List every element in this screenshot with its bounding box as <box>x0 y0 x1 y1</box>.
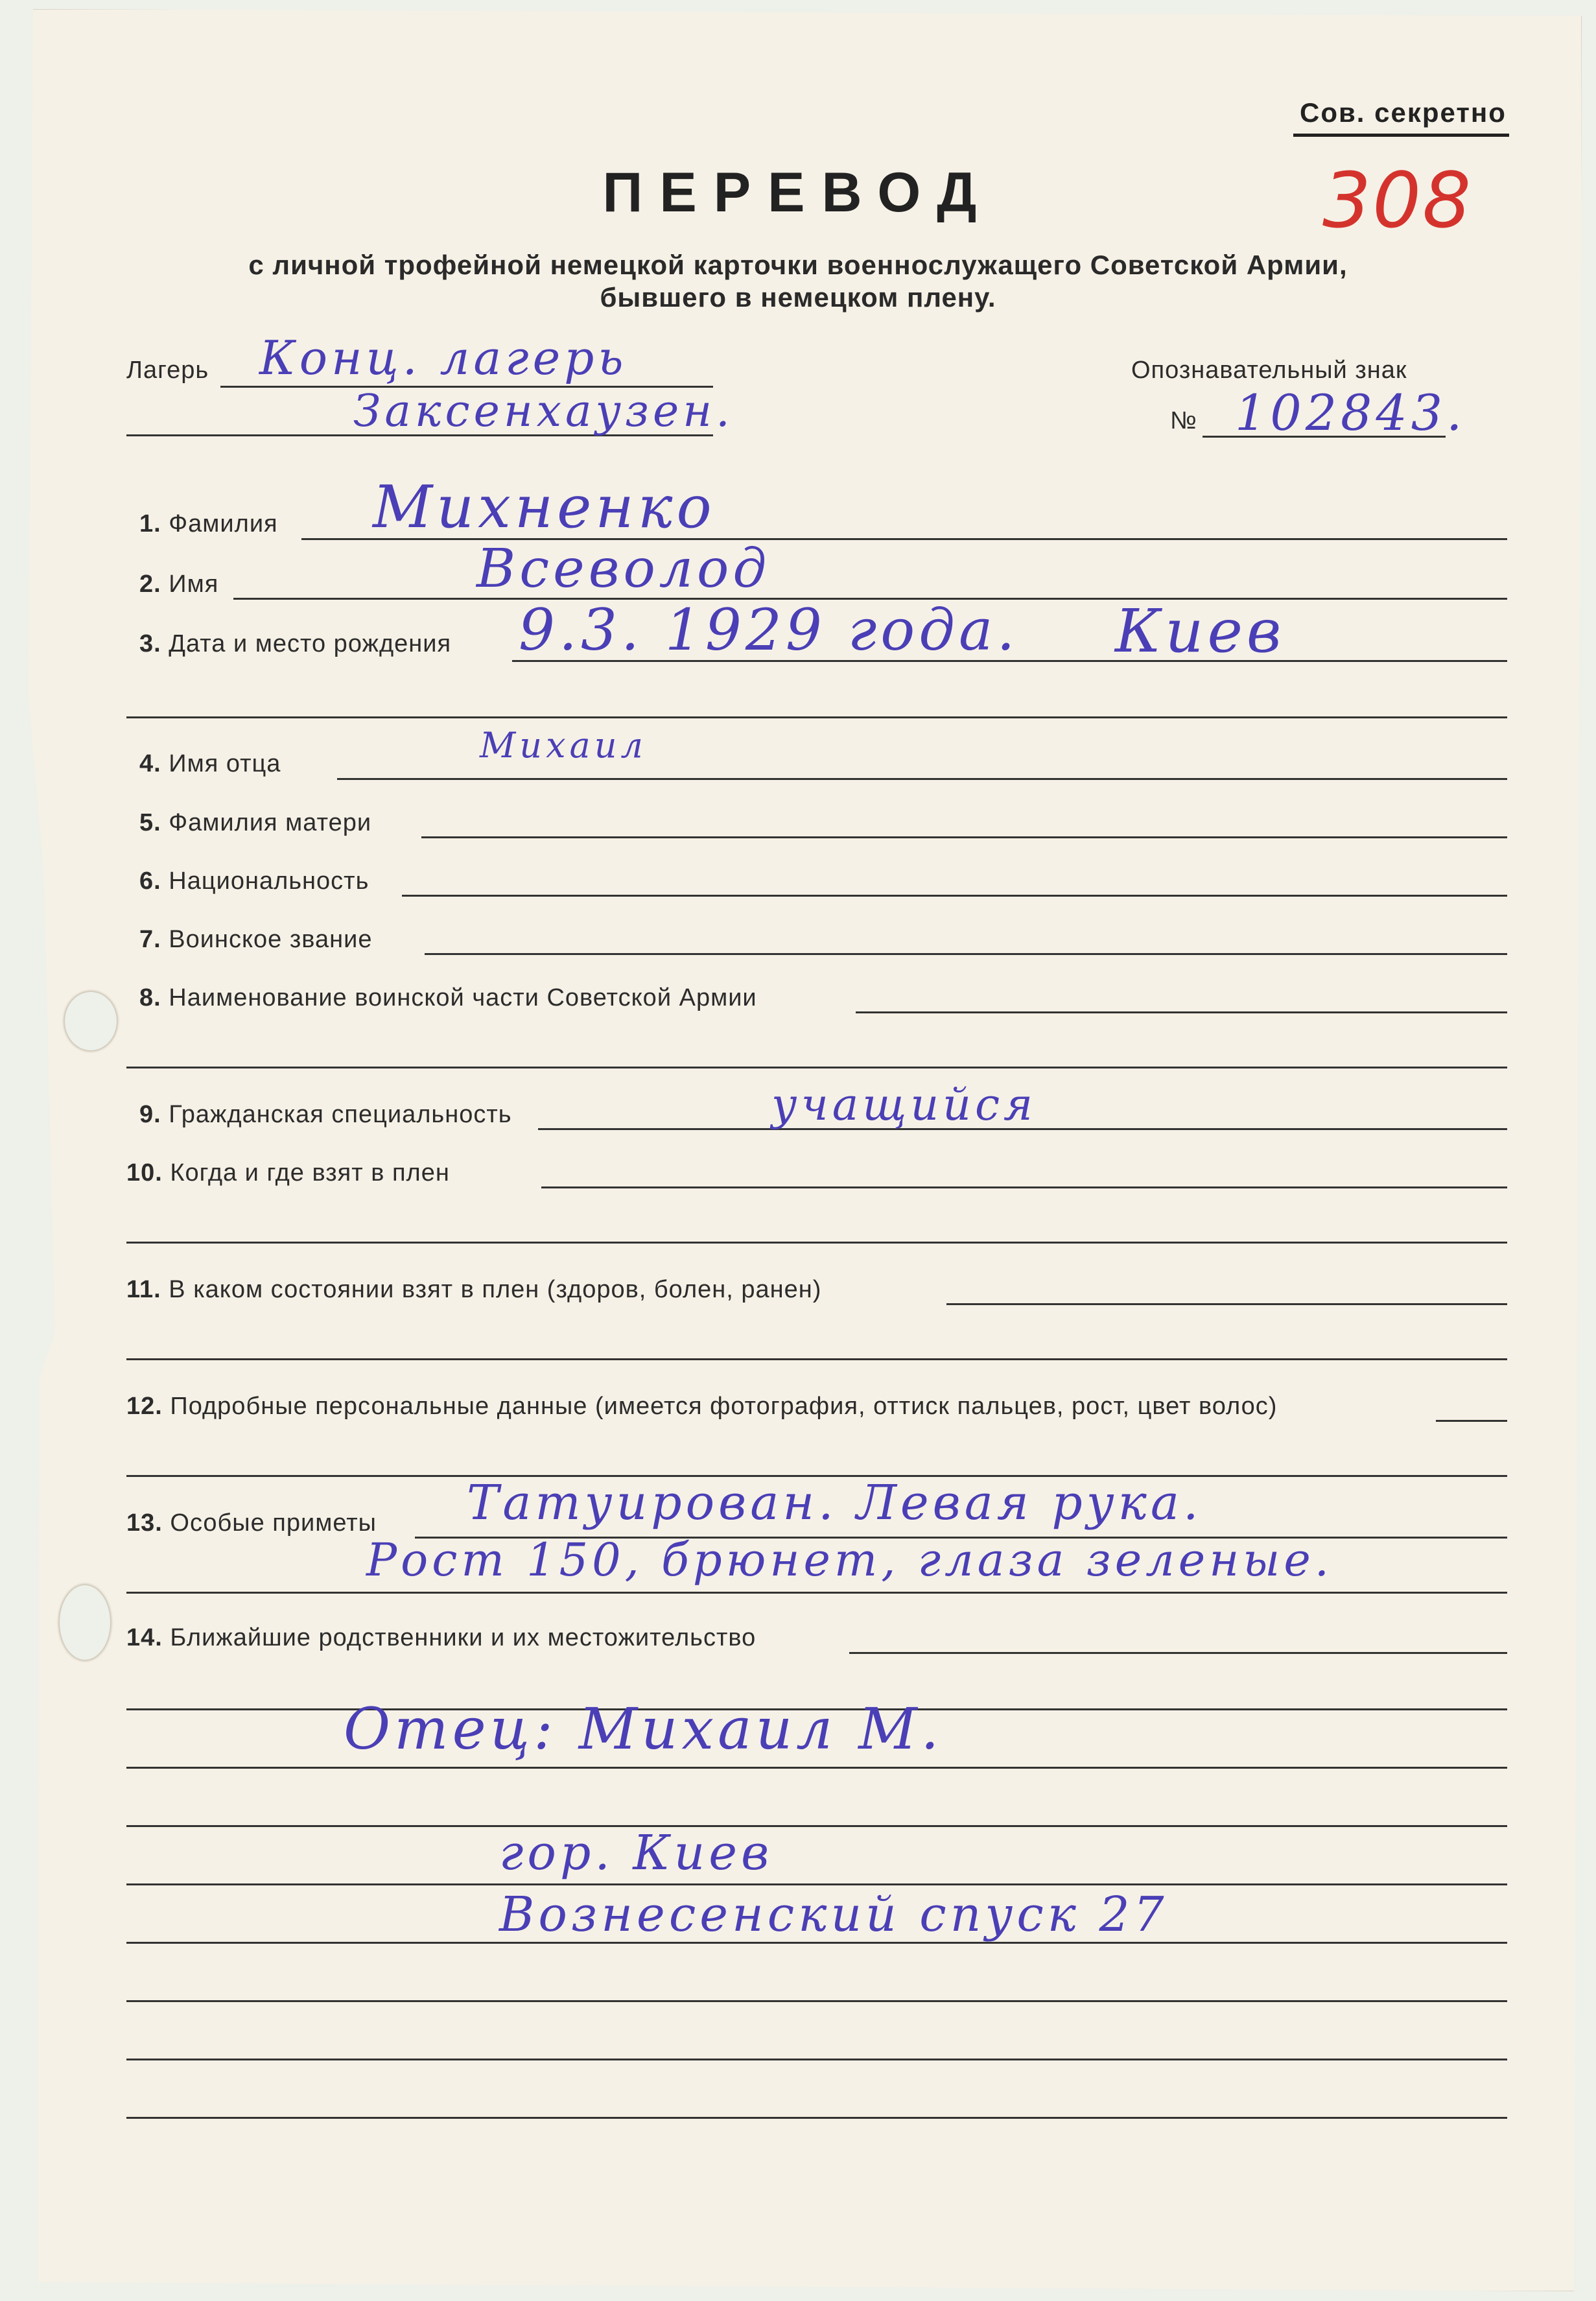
field-4-label: Имя отца <box>169 750 281 777</box>
field-13-number: 13. <box>126 1509 163 1537</box>
document-title: ПЕРЕВОД <box>602 161 994 224</box>
field-7-number: 7. <box>139 926 161 953</box>
field-1-number: 1. <box>139 510 161 537</box>
classification-stamp: Сов. секретно <box>1293 97 1509 137</box>
relatives-rule-8 <box>126 2117 1507 2119</box>
punch-hole-bottom <box>60 1585 110 1660</box>
field-3-label: Дата и место рождения <box>169 630 452 657</box>
field-4-rule <box>337 778 1507 780</box>
field-2-label: Имя <box>169 571 219 598</box>
field-14-rule <box>849 1652 1507 1654</box>
punch-hole-top <box>65 992 117 1050</box>
field-9-value: учащийся <box>771 1080 1037 1131</box>
field-8-rule <box>856 1011 1507 1013</box>
id-mark-label: Опознавательный знак <box>1131 357 1407 384</box>
field-4-value: Михаил <box>480 725 647 766</box>
field-10-number: 10. <box>126 1159 163 1186</box>
relatives-line-2: гор. Киев <box>499 1825 773 1881</box>
relatives-line-1: Отец: Михаил М. <box>344 1695 943 1762</box>
field-5-number: 5. <box>139 809 161 836</box>
relatives-rule-7 <box>126 2059 1507 2060</box>
field-9-number: 9. <box>139 1101 161 1128</box>
field-9-label: Гражданская специальность <box>169 1101 512 1128</box>
camp-value-line-2: Заксенхаузен. <box>353 386 734 437</box>
field-3-number: 3. <box>139 630 161 657</box>
field-11-label: В каком состоянии взят в плен (здоров, болен, ранен) <box>169 1276 822 1303</box>
relatives-line-3: Вознесенский спуск 27 <box>499 1887 1168 1942</box>
field-11-rule-2 <box>126 1358 1507 1360</box>
camp-label: Лагерь <box>126 357 209 384</box>
relatives-rule-4 <box>126 1883 1507 1885</box>
field-6-rule <box>402 895 1507 897</box>
field-3-value: 9.3. 1929 года. <box>519 596 1019 663</box>
field-12-rule <box>1436 1420 1507 1422</box>
paper-sheet <box>14 9 1582 2291</box>
field-11-rule <box>946 1303 1507 1305</box>
field-10-rule <box>541 1186 1507 1188</box>
field-7-rule <box>425 953 1507 955</box>
field-12-number: 12. <box>126 1393 163 1420</box>
field-8-number: 8. <box>139 984 161 1011</box>
field-2-value: Всеволод <box>476 538 771 600</box>
field-3-rule-2 <box>126 716 1507 718</box>
field-13-rule-2 <box>126 1592 1507 1594</box>
field-3-place: Киев <box>1115 596 1285 666</box>
relatives-rule-3 <box>126 1825 1507 1827</box>
field-12-label: Подробные персональные данные (имеется фотография, оттиск пальцев, рост, цвет волос) <box>170 1393 1278 1420</box>
field-5-rule <box>421 836 1507 838</box>
field-10-rule-2 <box>126 1242 1507 1244</box>
id-mark-value: 102843. <box>1235 384 1466 442</box>
field-4-number: 4. <box>139 750 161 777</box>
field-6-label: Национальность <box>169 867 370 895</box>
field-11-number: 11. <box>126 1276 161 1303</box>
relatives-rule-6 <box>126 2000 1507 2002</box>
field-2-number: 2. <box>139 571 161 598</box>
file-number: 308 <box>1322 156 1473 245</box>
field-8-rule-2 <box>126 1067 1507 1068</box>
field-5-label: Фамилия матери <box>169 809 372 836</box>
field-1-value: Михненко <box>373 473 716 541</box>
field-1-label: Фамилия <box>169 510 278 537</box>
field-6-number: 6. <box>139 867 161 895</box>
field-13-value: Татуирован. Левая рука. <box>467 1475 1203 1531</box>
field-13-value-line-2: Рост 150, брюнет, глаза зеленые. <box>366 1533 1333 1587</box>
subtitle-line-1: с личной трофейной немецкой карточки военнослужащего Советской Армии, <box>248 250 1348 280</box>
field-10-label: Когда и где взят в плен <box>170 1159 450 1186</box>
relatives-rule-2 <box>126 1767 1507 1769</box>
camp-value-line-1: Конц. лагерь <box>259 331 628 385</box>
subtitle-line-2: бывшего в немецком плену. <box>600 282 996 313</box>
field-13-label: Особые приметы <box>170 1509 377 1537</box>
field-14-number: 14. <box>126 1624 163 1651</box>
field-7-label: Воинское звание <box>169 926 373 953</box>
number-sign: № <box>1170 407 1197 434</box>
field-8-label: Наименование воинской части Советской Армии <box>169 984 757 1011</box>
field-14-label: Ближайшие родственники и их местожительство <box>170 1624 757 1651</box>
